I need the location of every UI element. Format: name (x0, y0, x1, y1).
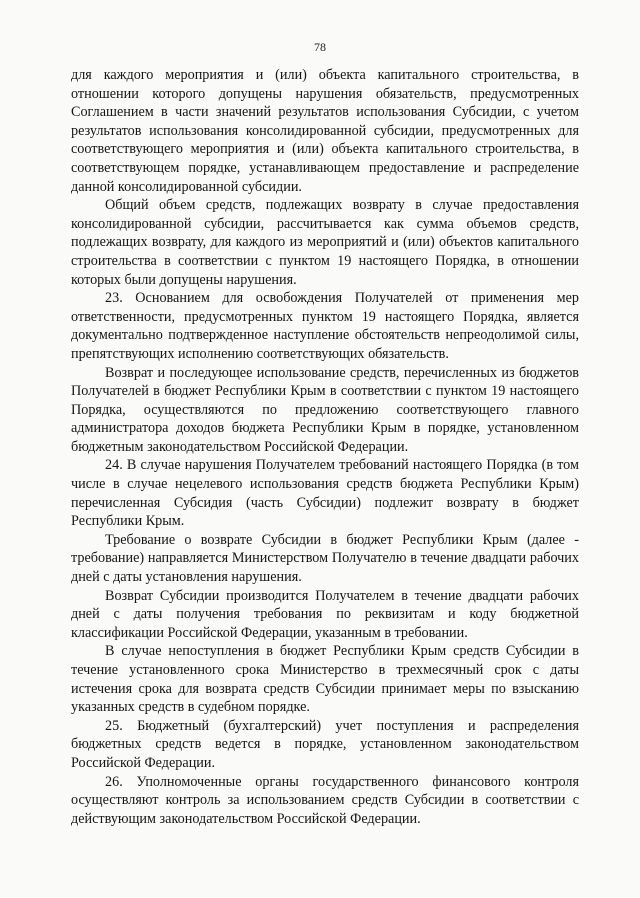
paragraph: 24. В случае нарушения Получателем требований настоящего Порядка (в том числе в случае нецелевого использования средств бюджета Республики Крым) перечисленная Субсидия (часть Субсидии) подлежит возврату в бюджет Республики Крым. (71, 457, 579, 530)
document-body (71, 66, 579, 828)
paragraph: для каждого мероприятия и (или) объекта капитального строительства, в отношении которого допущены нарушения обязательств, предусмотренных Соглашением в части значений результатов использования Субсидии, с учетом результатов использования консолидированной субсидии, предусмотренных для соответствующего мероприятия и (или) объекта капитального строительства, в соответствующем порядке, устанавливающем предоставление и распределение данной консолидированной субсидии. (71, 67, 579, 195)
page-number: 78 (314, 40, 326, 54)
paragraph: Требование о возврате Субсидии в бюджет Республики Крым (далее - требование) направляется Министерством Получателю в течение двадцати рабочих дней с даты установления нарушения. (71, 531, 579, 586)
paragraph: Возврат Субсидии производится Получателем в течение двадцати рабочих дней с даты получения требования по реквизитам и коду бюджетной классификации Российской Федерации, указанным в требовании. (71, 587, 579, 641)
paragraph: 25. Бюджетный (бухгалтерский) учет поступления и распределения бюджетных средств ведется в порядке, установленном законодательством Российской Федерации. (71, 717, 579, 771)
paragraph: 23. Основанием для освобождения Получателей от применения мер ответственности, предусмотренных пунктом 19 настоящего Порядка, является документально подтвержденное наступление обстоятельств непреодолимой силы, препятствующих исполнению соответствующих обязательств. (71, 290, 579, 362)
paragraph: 26. Уполномоченные органы государственного финансового контроля осуществляют контроль за использованием средств Субсидии в соответствии с действующим законодательством Российской Федерации. (71, 773, 579, 827)
paragraph: В случае непоступления в бюджет Республики Крым средств Субсидии в течение установленного срока Министерство в трехмесячный срок с даты истечения срока для возврата средств Субсидии принимает меры по взысканию указанных средств в судебном порядке. (71, 643, 579, 716)
paragraph: Общий объем средств, подлежащих возврату в случае предоставления консолидированной субсидии, рассчитывается как сумма объемов средств, подлежащих возврату, для каждого из мероприятий и (или) объектов капитального строительства в соответствии с пунктом 19 настоящего Порядка, в отношении которых были допущены нарушения. (71, 197, 579, 288)
paragraph: Возврат и последующее использование средств, перечисленных из бюджетов Получателей в бюджет Республики Крым в соответствии с пунктом 19 настоящего Порядка, осуществляются по предложению соответствующего главного администратора доходов бюджета Республики Крым в порядке, установленном бюджетным законодательством Российской Федерации. (71, 364, 579, 455)
